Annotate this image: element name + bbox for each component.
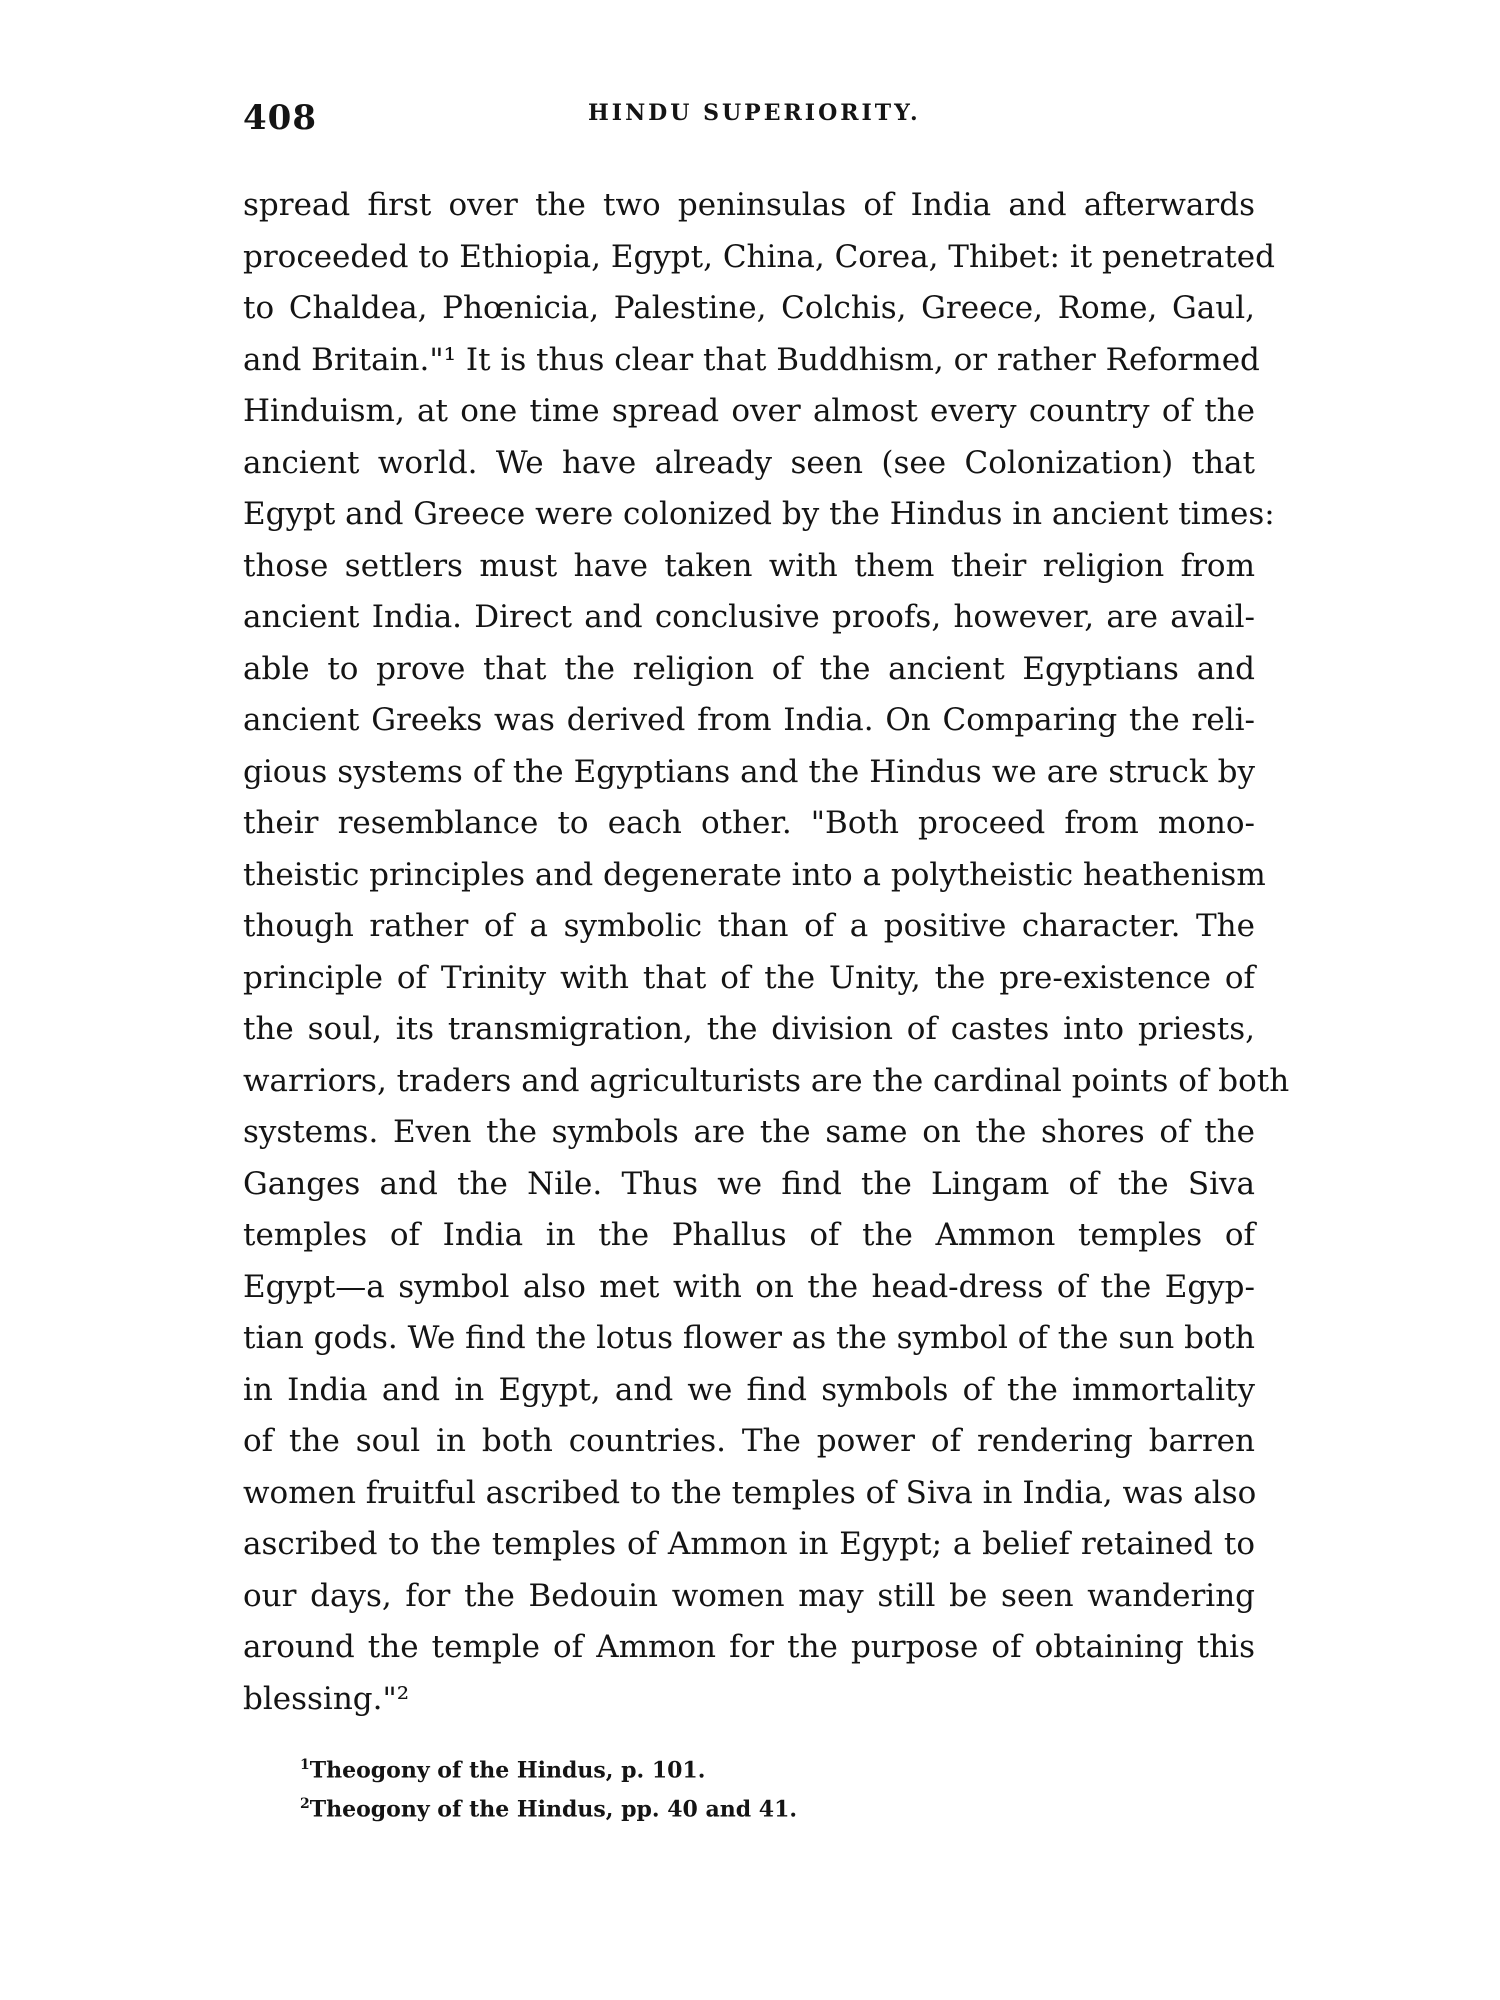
text-line: Hinduism, at one time spread over almost every country of the [243,393,1255,429]
text-line: tian gods. We find the lotus flower as the symbol of the sun both [243,1320,1255,1356]
text-line: blessing."² [243,1680,410,1717]
text-line: women fruitful ascribed to the temples of Siva in India, was also [243,1474,1257,1511]
text-line: ancient India. Direct and conclusive proofs, however, are avail- [243,599,1255,635]
footnote [300,1787,1200,1826]
text-line: our days, for the Bedouin women may still be seen wandering [243,1577,1255,1614]
text-line: able to prove that the religion of the ancient Egyptians and [243,650,1255,687]
text-line: those settlers must have taken with them their religion from [243,547,1255,584]
text-line: proceeded to Ethiopia, Egypt, China, Corea, Thibet: it penetrated [243,238,1275,275]
running-head: HINDU SUPERIORITY. [588,100,921,126]
text-line: ancient Greeks was derived from India. On Comparing the reli- [243,702,1255,738]
text-line: theistic principles and degenerate into a polytheistic heathenism [243,856,1266,893]
text-line: warriors, traders and agriculturists are the cardinal points of both [243,1062,1290,1099]
footnote-text: Theogony of the Hindus, p. 101. [309,1757,706,1784]
text-line: temples of India in the Phallus of the Ammon temples of [243,1217,1255,1253]
text-line: the soul, its transmigration, the division of castes into priests, [243,1011,1255,1047]
footnote [300,1748,1200,1787]
text-line: though rather of a symbolic than of a positive character. The [243,908,1255,944]
page-number: 408 [243,98,317,138]
text-line: ascribed to the temples of Ammon in Egypt; a belief retained to [243,1526,1255,1562]
footnote-marker: 2 [300,1796,310,1813]
text-line: Egypt and Greece were colonized by the Hindus in ancient times: [243,496,1275,532]
text-line: to Chaldea, Phœnicia, Palestine, Colchis, Greece, Rome, Gaul, [243,290,1255,326]
text-line: in India and in Egypt, and we find symbols of the immortality [243,1371,1255,1408]
text-line: gious systems of the Egyptians and the Hindus we are struck by [243,753,1255,790]
text-line: systems. Even the symbols are the same on the shores of the [243,1114,1255,1150]
footnotes [300,1748,1200,1827]
body-text [243,180,1290,1725]
footnote-marker: 1 [300,1757,310,1773]
text-line: principle of Trinity with that of the Unity, the pre-existence of [243,959,1255,996]
text-line: and Britain."¹ It is thus clear that Buddhism, or rather Reformed [243,341,1260,378]
text-line: ancient world. We have already seen (see Colonization) that [243,444,1255,481]
text-line: their resemblance to each other. "Both proceed from mono- [243,805,1255,841]
text-line: Ganges and the Nile. Thus we find the Lingam of the Siva [243,1165,1255,1202]
text-line: of the soul in both countries. The power of rendering barren [243,1423,1255,1459]
text-line: spread first over the two peninsulas of India and afterwards [243,187,1255,223]
text-line: Egypt—a symbol also met with on the head-dress of the Egyp- [243,1268,1255,1305]
footnote-text: Theogony of the Hindus, pp. 40 and 41. [309,1796,798,1823]
text-line: around the temple of Ammon for the purpose of obtaining this [243,1629,1255,1665]
